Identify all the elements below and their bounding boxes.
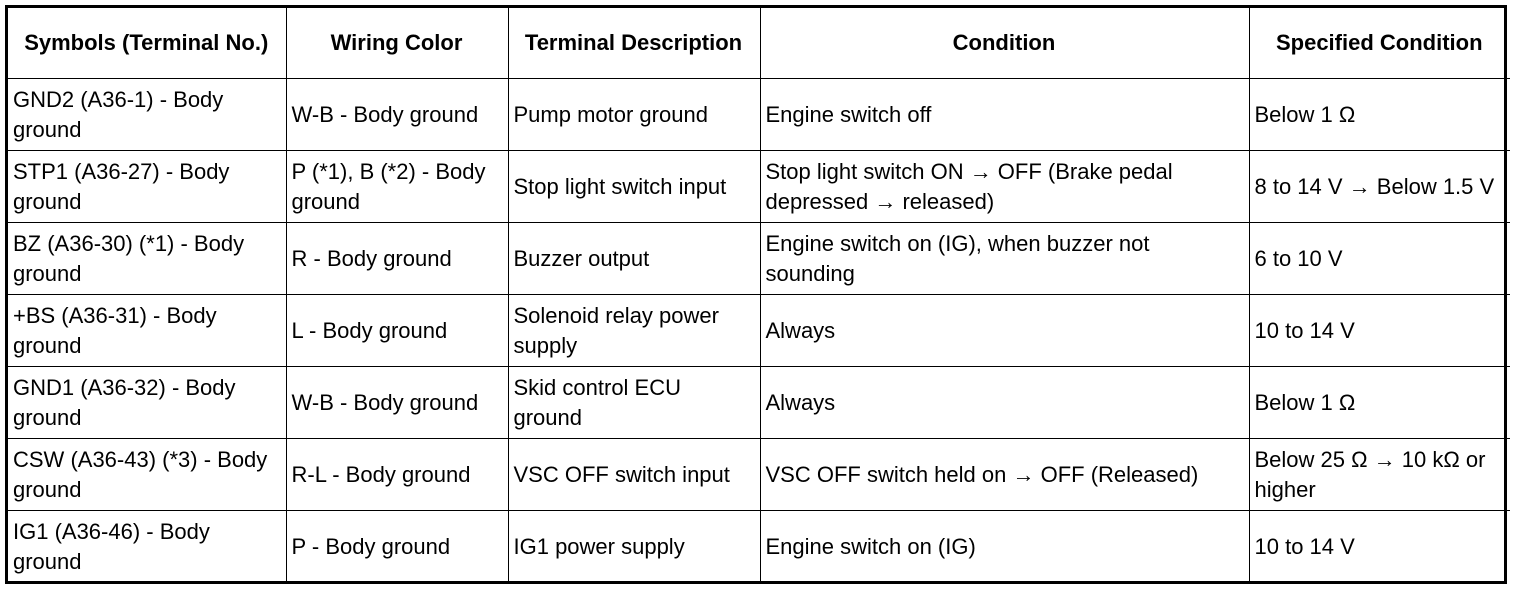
cell-symbols: GND2 (A36-1) - Body ground: [8, 79, 286, 151]
header-condition: Condition: [760, 8, 1249, 79]
terminal-table: [8, 8, 1510, 582]
table-row: [8, 439, 1510, 511]
cell-condition: Stop light switch ON → OFF (Brake pedal depressed → released): [760, 151, 1249, 223]
table-row: [8, 367, 1510, 439]
cell-symbols: CSW (A36-43) (*3) - Body ground: [8, 439, 286, 511]
cell-terminal-description: IG1 power supply: [508, 511, 760, 583]
header-symbols: Symbols (Terminal No.): [8, 8, 286, 79]
cell-symbols: IG1 (A36-46) - Body ground: [8, 511, 286, 583]
cell-condition: VSC OFF switch held on → OFF (Released): [760, 439, 1249, 511]
table-row: [8, 79, 1510, 151]
cell-symbols: BZ (A36-30) (*1) - Body ground: [8, 223, 286, 295]
header-terminal-description: Terminal Description: [508, 8, 760, 79]
header-specified-condition: Specified Condition: [1249, 8, 1510, 79]
cell-specified-condition: Below 1 Ω: [1249, 367, 1510, 439]
cell-specified-condition: 10 to 14 V: [1249, 511, 1510, 583]
table-header-row: [8, 8, 1510, 79]
cell-wiring-color: W-B - Body ground: [286, 79, 508, 151]
cell-specified-condition: 8 to 14 V → Below 1.5 V: [1249, 151, 1510, 223]
cell-symbols: GND1 (A36-32) - Body ground: [8, 367, 286, 439]
cell-wiring-color: P (*1), B (*2) - Body ground: [286, 151, 508, 223]
cell-terminal-description: Pump motor ground: [508, 79, 760, 151]
cell-symbols: +BS (A36-31) - Body ground: [8, 295, 286, 367]
cell-terminal-description: VSC OFF switch input: [508, 439, 760, 511]
cell-wiring-color: R-L - Body ground: [286, 439, 508, 511]
cell-specified-condition: Below 1 Ω: [1249, 79, 1510, 151]
table-row: [8, 151, 1510, 223]
cell-condition: Always: [760, 295, 1249, 367]
cell-condition: Engine switch on (IG): [760, 511, 1249, 583]
cell-symbols: STP1 (A36-27) - Body ground: [8, 151, 286, 223]
cell-specified-condition: 10 to 14 V: [1249, 295, 1510, 367]
cell-wiring-color: L - Body ground: [286, 295, 508, 367]
table-row: [8, 295, 1510, 367]
cell-condition: Engine switch off: [760, 79, 1249, 151]
header-wiring-color: Wiring Color: [286, 8, 508, 79]
cell-terminal-description: Skid control ECU ground: [508, 367, 760, 439]
cell-wiring-color: P - Body ground: [286, 511, 508, 583]
table-row: [8, 511, 1510, 583]
cell-terminal-description: Solenoid relay power supply: [508, 295, 760, 367]
terminal-table-frame: [5, 5, 1507, 584]
cell-specified-condition: Below 25 Ω → 10 kΩ or higher: [1249, 439, 1510, 511]
cell-condition: Engine switch on (IG), when buzzer not sounding: [760, 223, 1249, 295]
cell-wiring-color: R - Body ground: [286, 223, 508, 295]
cell-condition: Always: [760, 367, 1249, 439]
table-row: [8, 223, 1510, 295]
cell-wiring-color: W-B - Body ground: [286, 367, 508, 439]
cell-specified-condition: 6 to 10 V: [1249, 223, 1510, 295]
cell-terminal-description: Buzzer output: [508, 223, 760, 295]
cell-terminal-description: Stop light switch input: [508, 151, 760, 223]
